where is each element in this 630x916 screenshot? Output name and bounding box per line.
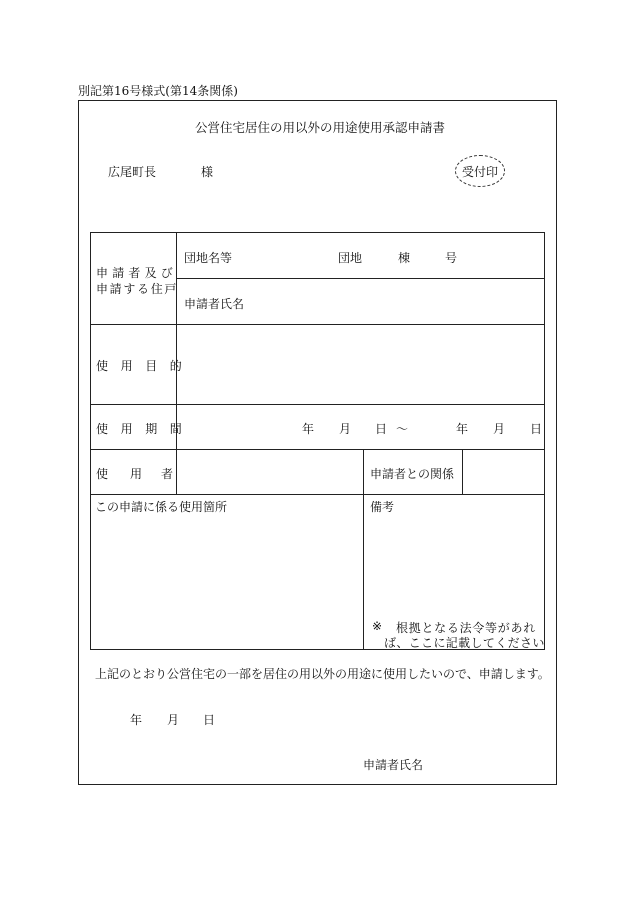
period-year2-label: 年	[456, 422, 469, 436]
period-label: 使用期間	[96, 422, 195, 436]
date-day-label: 日	[203, 713, 216, 727]
room-unit-label: 号	[445, 251, 458, 265]
addressee-honorific: 様	[201, 165, 214, 179]
applicant-name-label: 申請者氏名	[184, 297, 245, 311]
table-hline	[90, 494, 545, 495]
user-label-char1: 使	[96, 467, 109, 481]
addressee-name: 広尾町長	[108, 165, 157, 179]
purpose-field[interactable]	[178, 326, 544, 403]
table-hline	[90, 404, 545, 405]
applicant-address-label-line2: 申請する住戸	[96, 282, 179, 296]
period-tilde: 〜	[396, 422, 409, 436]
table-vline	[462, 449, 463, 494]
remarks-label: 備考	[370, 500, 395, 514]
table-hline	[90, 449, 545, 450]
location-label: この申請に係る使用箇所	[95, 500, 228, 514]
period-day-label: 日	[375, 422, 388, 436]
form-title: 公営住宅居住の用以外の用途使用承認申請書	[195, 120, 446, 135]
period-day2-label: 日	[530, 422, 543, 436]
period-year-label: 年	[302, 422, 315, 436]
purpose-label: 使用目的	[96, 359, 195, 373]
reception-stamp-label: 受付印	[461, 164, 498, 179]
period-month-label: 月	[339, 422, 352, 436]
date-year-label: 年	[130, 713, 143, 727]
date-month-label: 月	[167, 713, 180, 727]
period-month2-label: 月	[493, 422, 506, 436]
signature-label: 申請者氏名	[363, 758, 424, 772]
user-label-char3: 者	[161, 467, 174, 481]
complex-unit-label: 団地	[338, 251, 363, 265]
note-mark: ※	[372, 619, 383, 633]
user-label-char2: 用	[130, 467, 143, 481]
declaration-text: 上記のとおり公営住宅の一部を居住の用以外の用途に使用したいので、申請します。	[95, 667, 550, 681]
reception-stamp	[455, 155, 505, 187]
note-line2: ば、ここに記載してください	[384, 636, 545, 650]
note-line1: 根拠となる法令等があれ	[396, 621, 536, 635]
table-hline	[176, 278, 545, 279]
table-vline	[363, 449, 364, 650]
relation-label: 申請者との関係	[370, 467, 455, 481]
applicant-address-label-line1: 申請者及び	[96, 266, 178, 280]
form-number-label: 別記第16号様式(第14条関係)	[78, 84, 238, 98]
building-unit-label: 棟	[398, 251, 411, 265]
table-hline	[90, 324, 545, 325]
complex-name-label: 団地名等	[184, 251, 233, 265]
